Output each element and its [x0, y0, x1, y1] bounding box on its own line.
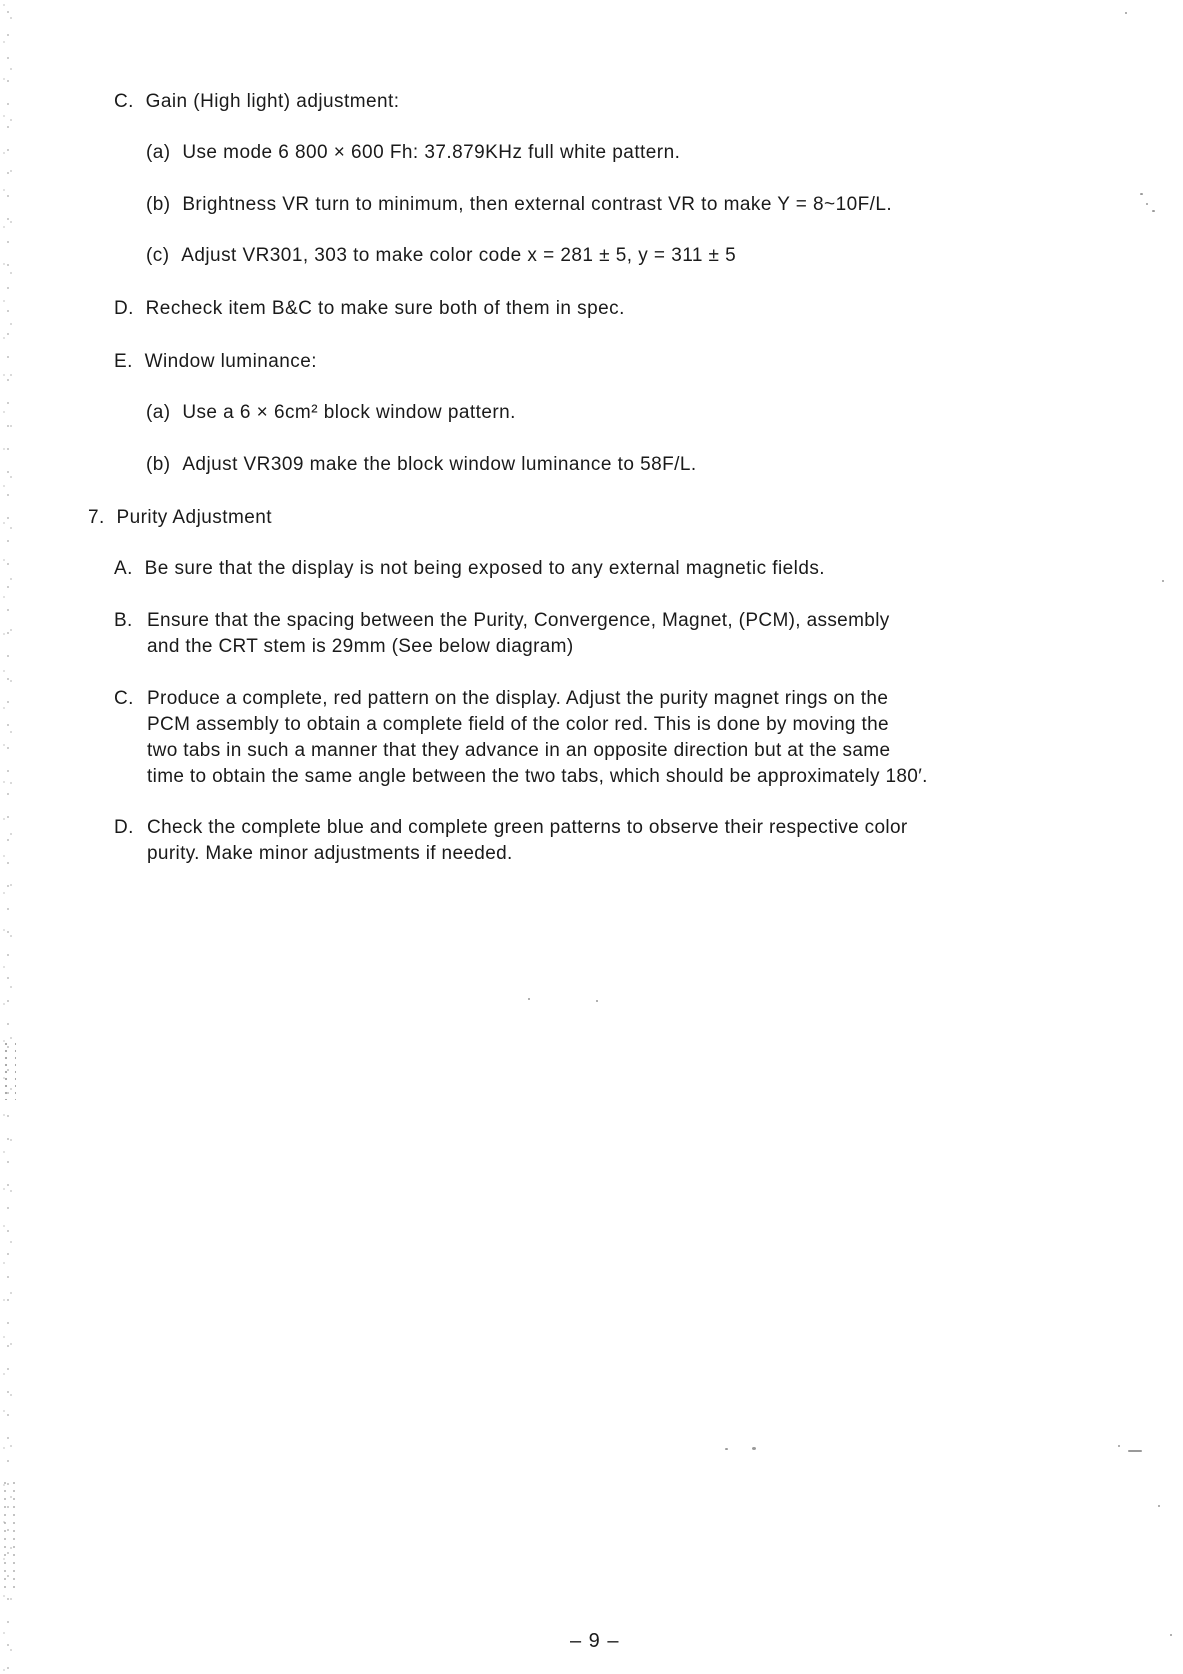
scan-edge-noise — [0, 1480, 16, 1590]
item-7b — [114, 608, 890, 660]
scan-speck — [1128, 1450, 1142, 1452]
item-label: (b) — [146, 194, 171, 215]
scan-speck — [1152, 210, 1155, 212]
item-text-line: time to obtain the same angle between the two tabs, which should be approximately 180′. — [147, 766, 928, 787]
item-c-gain — [114, 89, 399, 115]
item-text-line: and the CRT stem is 29mm (See below diagram) — [147, 636, 574, 657]
item-c-b — [146, 192, 892, 218]
scan-speck — [528, 998, 530, 1000]
page-number: – 9 – — [570, 1630, 620, 1652]
item-text: Use mode 6 800 × 600 Fh: 37.879KHz full white pattern. — [182, 142, 681, 163]
item-text: Brightness VR turn to minimum, then external contrast VR to make Y = 8~10F/L. — [182, 194, 893, 215]
scan-edge-noise — [0, 0, 16, 1674]
scan-speck — [1170, 1634, 1172, 1636]
item-d-recheck — [114, 296, 625, 322]
item-c-a — [146, 140, 680, 166]
scan-speck — [1125, 12, 1127, 14]
item-label: C. — [114, 688, 134, 709]
item-text: Use a 6 × 6cm² block window pattern. — [182, 402, 516, 423]
item-7c — [114, 686, 928, 790]
item-text-line: Check the complete blue and complete green patterns to observe their respective color — [147, 817, 908, 838]
item-label: (b) — [146, 454, 171, 475]
item-text-line: purity. Make minor adjustments if needed. — [147, 843, 513, 864]
item-text-line: Ensure that the spacing between the Purity, Convergence, Magnet, (PCM), assembly — [147, 610, 890, 631]
item-label: (c) — [146, 245, 170, 266]
item-text-line: two tabs in such a manner that they advance in an opposite direction but at the same — [147, 740, 891, 761]
item-text: Adjust VR301, 303 to make color code x = 281 ± 5, y = 311 ± 5 — [181, 245, 737, 266]
scan-edge-noise — [0, 1040, 16, 1100]
scan-speck — [1146, 203, 1148, 205]
item-e-window — [114, 349, 317, 375]
scan-speck — [1158, 1505, 1160, 1507]
scan-speck — [725, 1448, 728, 1450]
item-label: D. — [114, 817, 134, 838]
item-label: B. — [114, 610, 133, 631]
item-c-c — [146, 243, 736, 269]
item-label: E. — [114, 351, 133, 372]
item-text: Adjust VR309 make the block window luminance to 58F/L. — [182, 454, 697, 475]
item-e-a — [146, 400, 516, 426]
item-label: (a) — [146, 142, 171, 163]
section-title: Purity Adjustment — [116, 507, 272, 528]
item-label: A. — [114, 558, 133, 579]
scan-speck — [1140, 193, 1143, 195]
item-label: (a) — [146, 402, 171, 423]
item-label: C. — [114, 91, 134, 112]
item-7a — [114, 556, 825, 582]
item-7d — [114, 815, 908, 867]
item-text-line: PCM assembly to obtain a complete field of the color red. This is done by moving the — [147, 714, 889, 735]
item-text: Gain (High light) adjustment: — [145, 91, 400, 112]
scan-speck — [1162, 580, 1164, 582]
scan-speck — [752, 1447, 756, 1450]
section-7-heading — [88, 505, 272, 531]
item-text: Recheck item B&C to make sure both of them in spec. — [145, 298, 625, 319]
section-number: 7. — [88, 507, 105, 528]
item-text: Window luminance: — [144, 351, 317, 372]
item-text: Be sure that the display is not being exposed to any external magnetic fields. — [144, 558, 826, 579]
item-e-b — [146, 452, 697, 478]
scan-speck — [1118, 1445, 1120, 1447]
scan-speck — [596, 1000, 598, 1002]
item-label: D. — [114, 298, 134, 319]
item-text-line: Produce a complete, red pattern on the display. Adjust the purity magnet rings on the — [147, 688, 889, 709]
